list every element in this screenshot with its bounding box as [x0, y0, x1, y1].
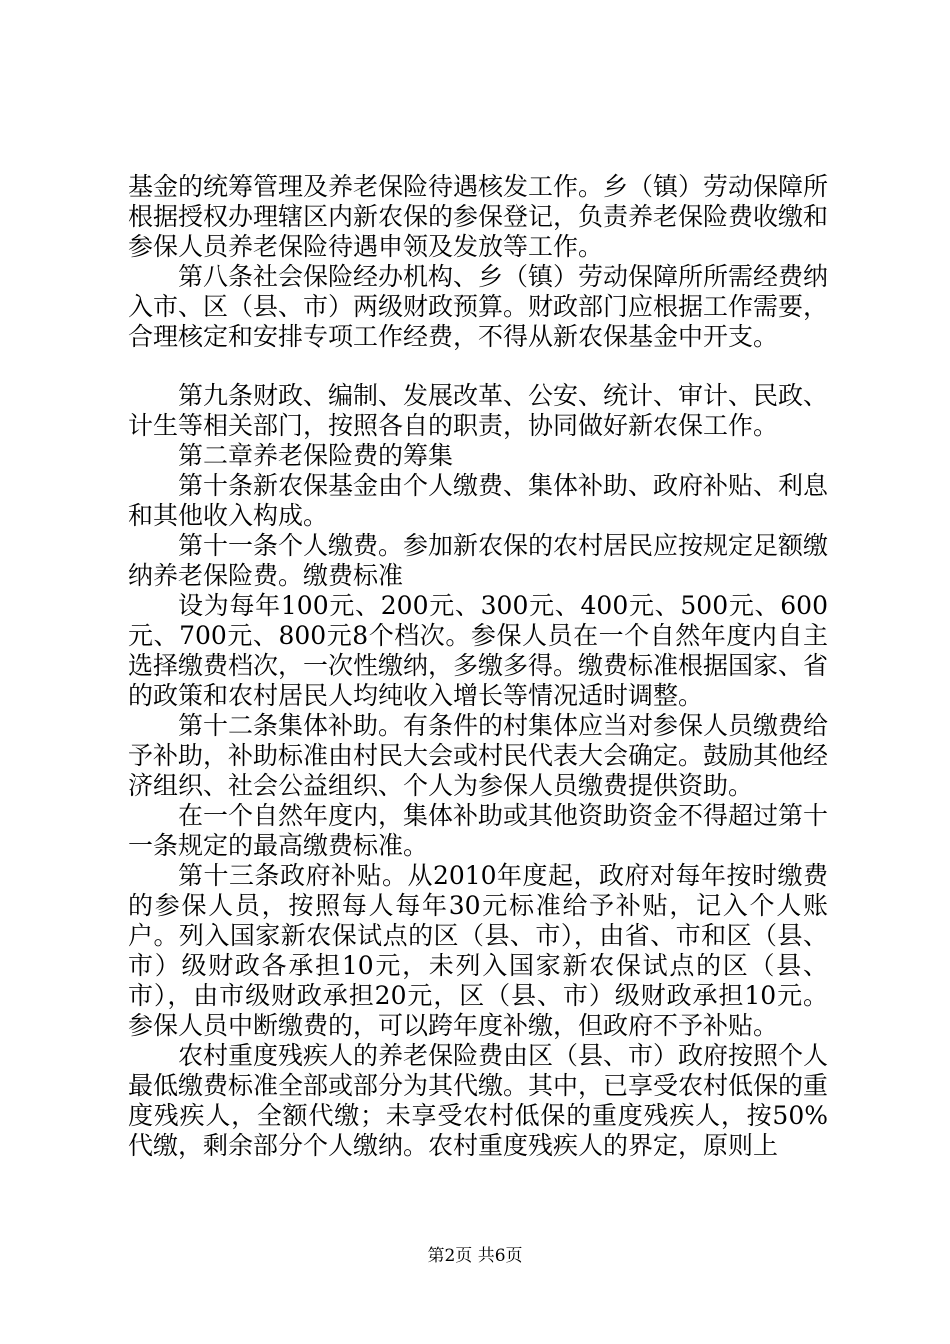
- page-number-footer: 第2页 共6页: [427, 1246, 523, 1266]
- paragraph-article-13: 第十三条政府补贴。从2010年度起，政府对每年按时缴费的参保人员，按照每人每年30元标准给予补贴，记入个人账户。列入国家新农保试点的区（县、市），由省、市和区（县、市）级财政各承担10元，未列入国家新农保试点的区（县、市），由市级财政承担20元，区（县、市）级财政承担10元。参保人员中断缴费的，可以跨年度补缴，但政府不予补贴。: [128, 861, 828, 1040]
- paragraph-gap: [128, 352, 828, 381]
- paragraph-article-9: 第九条财政、编制、发展改革、公安、统计、审计、民政、计生等相关部门，按照各自的职责，协同做好新农保工作。: [128, 381, 829, 440]
- chapter-heading: 第二章养老保险费的筹集: [178, 441, 454, 470]
- document-body: [128, 172, 828, 1161]
- paragraph-disabled-persons: 农村重度残疾人的养老保险费由区（县、市）政府按照个人最低缴费标准全部或部分为其代缴。其中，已享受农村低保的重度残疾人，全额代缴；未享受农村低保的重度残疾人，按50%代缴，剩余部分个人缴纳。农村重度残疾人的界定，原则上: [128, 1041, 829, 1160]
- paragraph-subsidy-limit: 在一个自然年度内，集体补助或其他资助资金不得超过第十一条规定的最高缴费标准。: [128, 801, 829, 860]
- paragraph-fund-management: 基金的统筹管理及养老保险待遇核发工作。乡（镇）劳动保障所根据授权办理辖区内新农保的参保登记，负责养老保险费收缴和参保人员养老保险待遇申领及发放等工作。: [128, 172, 829, 261]
- paragraph-article-10: 第十条新农保基金由个人缴费、集体补助、政府补贴、利息和其他收入构成。: [128, 471, 829, 530]
- paragraph-article-11: 第十一条个人缴费。参加新农保的农村居民应按规定足额缴纳养老保险费。缴费标准: [128, 531, 829, 590]
- paragraph-article-8: 第八条社会保险经办机构、乡（镇）劳动保障所所需经费纳入市、区（县、市）两级财政预算。财政部门应根据工作需要，合理核定和安排专项工作经费，不得从新农保基金中开支。: [128, 262, 829, 351]
- paragraph-contribution-levels: 设为每年100元、200元、300元、400元、500元、600元、700元、800元8个档次。参保人员在一个自然年度内自主选择缴费档次，一次性缴纳，多缴多得。缴费标准根据国家、省的政策和农村居民人均纯收入增长等情况适时调整。: [128, 591, 829, 710]
- paragraph-article-12: 第十二条集体补助。有条件的村集体应当对参保人员缴费给予补助，补助标准由村民大会或村民代表大会确定。鼓励其他经济组织、社会公益组织、个人为参保人员缴费提供资助。: [128, 711, 829, 800]
